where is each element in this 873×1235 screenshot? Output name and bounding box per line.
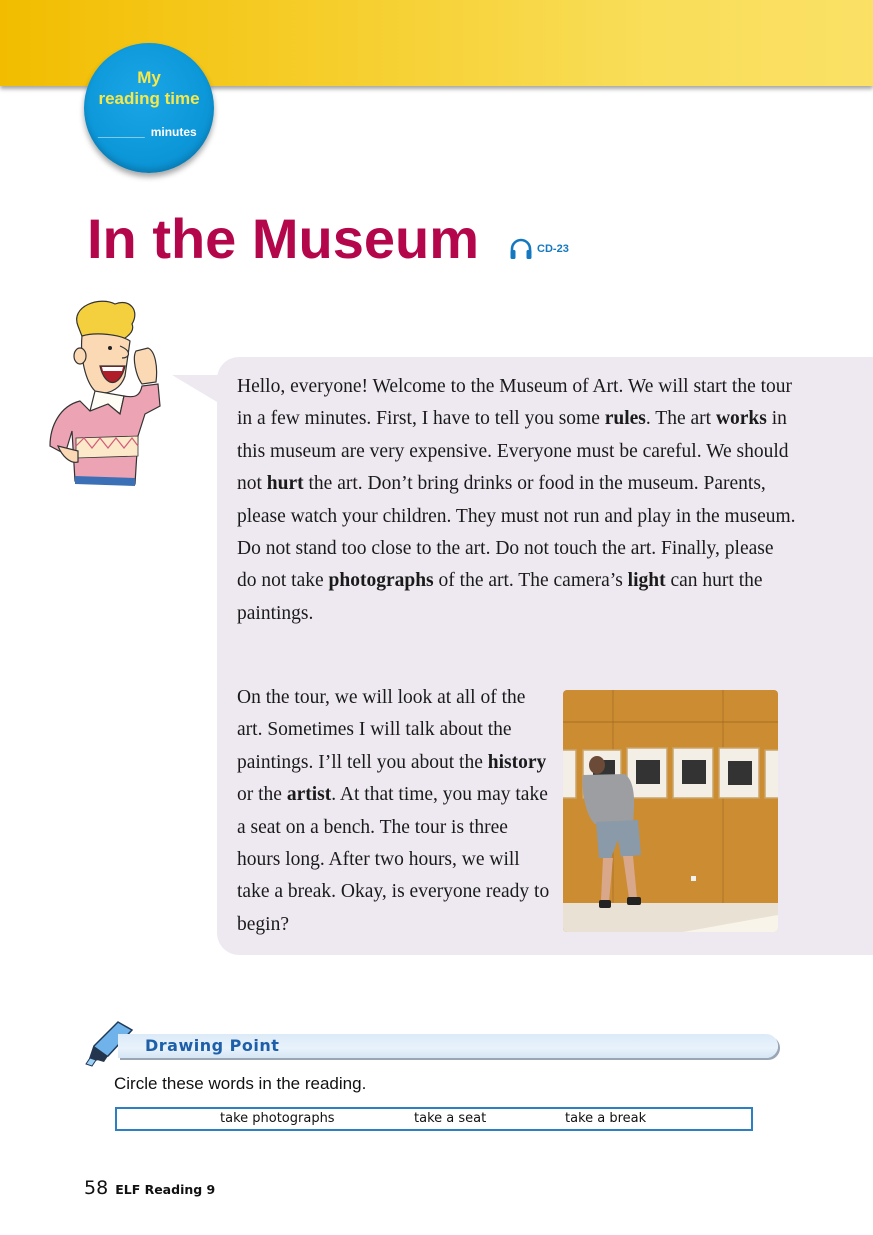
page-footer [84, 1177, 215, 1199]
reading-text: On the tour, we will look at all of the art. Sometimes I will talk about the paintings. I’ll tell you about the [237, 687, 526, 773]
vocabulary-word: works [715, 408, 767, 430]
vocabulary-word: rules [604, 408, 646, 430]
page-number: 58 [84, 1177, 109, 1199]
word-item: take a seat [414, 1111, 487, 1126]
vocabulary-word: light [627, 570, 666, 592]
word-item: take a break [565, 1111, 647, 1126]
reading-paragraph-2 [237, 682, 552, 941]
vocabulary-word: photographs [328, 570, 434, 592]
audio-track[interactable] [509, 238, 569, 260]
reading-paragraph-1 [237, 371, 797, 630]
reading-text: can hurt the paintings. [237, 570, 763, 624]
minutes-blank[interactable]: _______ [98, 125, 145, 139]
badge-minutes [98, 125, 208, 139]
reading-text: Hello, everyone! Welcome to the Museum of Art. We will start the tour in a few minutes. First, I have to tell you some [237, 376, 793, 430]
drawing-point-title: Drawing Point [145, 1036, 280, 1055]
title-row [87, 206, 569, 272]
badge-line-1: My [137, 68, 161, 87]
reading-text: in this museum are very expensive. Everyone must be careful. We should not [237, 408, 789, 495]
vocabulary-word: artist [286, 784, 332, 806]
minutes-label: minutes [150, 125, 197, 139]
reading-text: the art. Don’t bring drinks or food in the museum. Parents, please watch your children. They must not run and play in the museum. Do not stand too close to the art. Do not touch the art. Finally, please do not take [237, 473, 796, 592]
reading-text: . The art [645, 408, 716, 430]
audio-track-label: CD-23 [537, 243, 569, 255]
vocabulary-word: hurt [266, 473, 304, 495]
tour-guide-illustration [40, 296, 180, 491]
reading-time-badge [84, 43, 214, 173]
reading-text: . At that time, you may take a seat on a bench. The tour is three hours long. After two hours, we will take a break. Okay, is everyone ready to begin? [237, 784, 550, 935]
badge-line-2: reading time [98, 89, 200, 108]
museum-photo [563, 690, 778, 932]
book-title: ELF Reading 9 [115, 1182, 216, 1197]
vocabulary-word: history [487, 751, 547, 773]
word-box [115, 1107, 753, 1131]
word-item: take photographs [220, 1111, 335, 1126]
drawing-point-instruction: Circle these words in the reading. [114, 1074, 367, 1093]
page-title: In the Museum [87, 207, 480, 270]
reading-text: or the [237, 784, 287, 806]
headphones-icon [509, 238, 533, 260]
reading-text: of the art. The camera’s [433, 570, 628, 592]
